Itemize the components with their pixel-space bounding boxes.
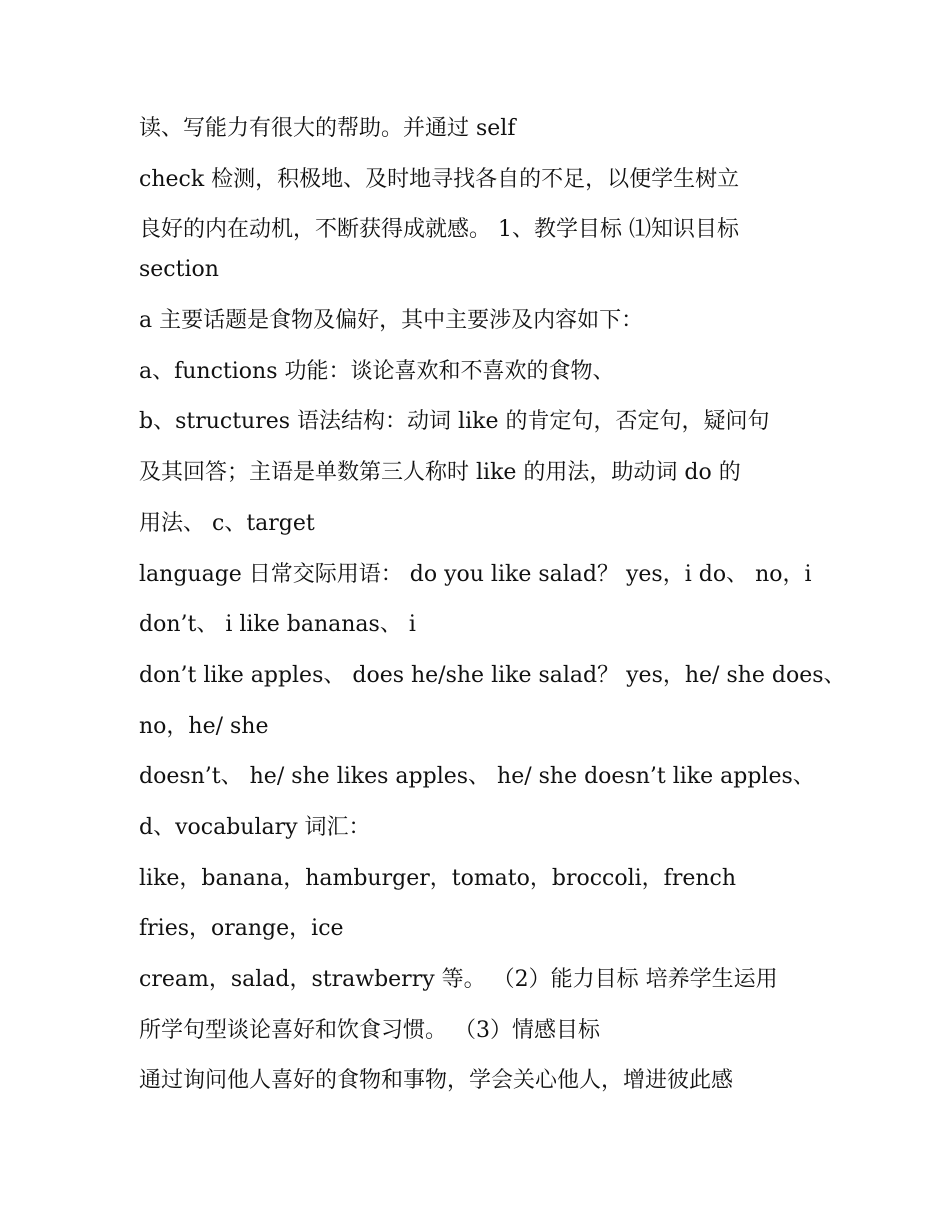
text-line: 读、写能力有很大的帮助。并通过 self	[139, 116, 516, 141]
text-line: a 主要话题是食物及偏好，其中主要涉及内容如下：	[139, 308, 644, 334]
text-line: don’t like apples、 does he/she like salad？ yes，he/ she does、	[139, 662, 846, 688]
document-body	[139, 110, 846, 1113]
text-line: fries，orange，ice	[139, 916, 344, 942]
text-line: 及其回答；主语是单数第三人称时 like 的用法，助动词 do 的	[139, 460, 741, 486]
text-line: 通过询问他人喜好的食物和事物，学会关心他人，增进彼此感	[139, 1068, 734, 1094]
text-line: doesn’t、 he/ she likes apples、 he/ she doesn’t like apples、	[139, 764, 815, 790]
text-line: d、vocabulary 词汇：	[139, 814, 371, 840]
text-line: b、structures 语法结构：动词 like 的肯定句，否定句，疑问句	[139, 409, 770, 435]
text-line: don’t、 i like bananas、 i	[139, 612, 416, 638]
text-line: 所学句型谈论喜好和饮食习惯。 （3）情感目标	[139, 1017, 600, 1043]
text-line: section	[139, 257, 219, 283]
text-line: 良好的内在动机，不断获得成就感。 1、教学目标 ⑴知识目标	[139, 217, 739, 243]
text-line: no，he/ she	[139, 713, 269, 739]
text-line: like，banana，hamburger，tomato，broccoli，french	[139, 865, 737, 891]
text-line: cream，salad，strawberry 等。 （2）能力目标 培养学生运用	[139, 967, 778, 992]
text-line: 用法、 c、target	[139, 510, 315, 536]
text-line: a、functions 功能：谈论喜欢和不喜欢的食物、	[139, 358, 615, 384]
text-line: check 检测，积极地、及时地寻找各自的不足，以便学生树立	[139, 166, 740, 192]
text-line: language 日常交际用语： do you like salad？ yes，i do、 no，i	[139, 561, 812, 587]
